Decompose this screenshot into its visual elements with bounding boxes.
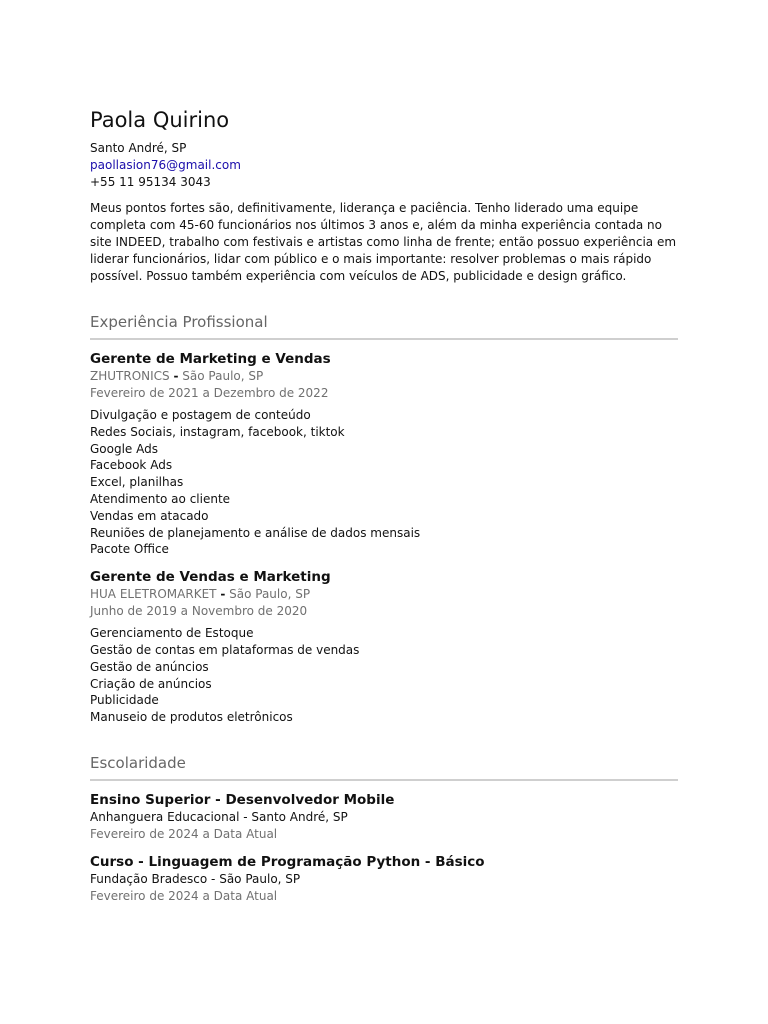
- company-name: ZHUTRONICS: [90, 369, 170, 383]
- job-company-line: [90, 368, 678, 385]
- education-dates: Fevereiro de 2024 a Data Atual: [90, 826, 278, 841]
- duty-item: Manuseio de produtos eletrônicos: [90, 710, 293, 725]
- education-degree: Ensino Superior - Desenvolvedor Mobile: [90, 791, 395, 808]
- job-title: Gerente de Vendas e Marketing: [90, 569, 331, 586]
- job-dates: Junho de 2019 a Novembro de 2020: [90, 604, 308, 619]
- education-entry: [90, 791, 678, 843]
- company-separator: -: [220, 587, 226, 602]
- summary-text: Meus pontos fortes são, definitivamente, liderança e paciência. Tenho liderado uma equipe completa com 45-60 funcionários nos últimos 3 anos e, além da minha experiência contada no site INDEED, trabalho com festivais e artistas como linha de frente; então possuo experiência em liderar funcionários, lidar com público e o mais importante: resolver problemas o mais rápido possível. Possuo também experiência com veículos de ADS, publicidade e design gráfico.: [90, 201, 677, 283]
- company-separator: -: [173, 369, 179, 383]
- education-dates: Fevereiro de 2024 a Data Atual: [90, 888, 278, 903]
- job-entry: [90, 568, 678, 726]
- education-entry: [90, 853, 678, 905]
- job-dates: Fevereiro de 2021 a Dezembro de 2022: [90, 386, 329, 400]
- duty-item: Atendimento ao cliente: [90, 491, 231, 506]
- duty-item: Publicidade: [90, 693, 159, 708]
- section-title-education: Escolaridade: [90, 753, 678, 781]
- company-location: São Paulo, SP: [182, 369, 264, 383]
- duty-item: Excel, planilhas: [90, 475, 184, 490]
- job-duties: [90, 407, 678, 558]
- company-location: São Paulo, SP: [229, 587, 311, 602]
- duty-item: Google Ads: [90, 441, 158, 456]
- duty-item: Gerenciamento de Estoque: [90, 626, 254, 641]
- education-school: Anhanguera Educacional - Santo André, SP: [90, 809, 348, 824]
- phone: +55 11 95134 3043: [90, 175, 211, 189]
- company-name: HUA ELETROMARKET: [90, 587, 217, 602]
- education-degree: Curso - Linguagem de Programação Python - Básico: [90, 853, 485, 870]
- duty-item: Vendas em atacado: [90, 508, 209, 523]
- candidate-name: Paola Quirino: [90, 108, 230, 132]
- job-duties: [90, 625, 678, 726]
- duty-item: Criação de anúncios: [90, 676, 212, 691]
- duty-item: Gestão de anúncios: [90, 659, 209, 674]
- duty-item: Divulgação e postagem de conteúdo: [90, 408, 311, 422]
- duty-item: Pacote Office: [90, 542, 169, 557]
- duty-item: Facebook Ads: [90, 458, 173, 473]
- email-link[interactable]: paollasion76@gmail.com: [90, 158, 241, 172]
- job-company-line: [90, 586, 678, 603]
- job-entry: [90, 350, 678, 558]
- duty-item: Gestão de contas em plataformas de vendas: [90, 642, 360, 657]
- duty-item: Redes Sociais, instagram, facebook, tiktok: [90, 424, 345, 439]
- job-title: Gerente de Marketing e Vendas: [90, 351, 331, 367]
- education-school: Fundação Bradesco - São Paulo, SP: [90, 871, 301, 886]
- duty-item: Reuniões de planejamento e análise de dados mensais: [90, 525, 421, 540]
- section-title-experience: Experiência Profissional: [90, 312, 678, 340]
- resume-content: [90, 106, 678, 905]
- location: Santo André, SP: [90, 141, 187, 155]
